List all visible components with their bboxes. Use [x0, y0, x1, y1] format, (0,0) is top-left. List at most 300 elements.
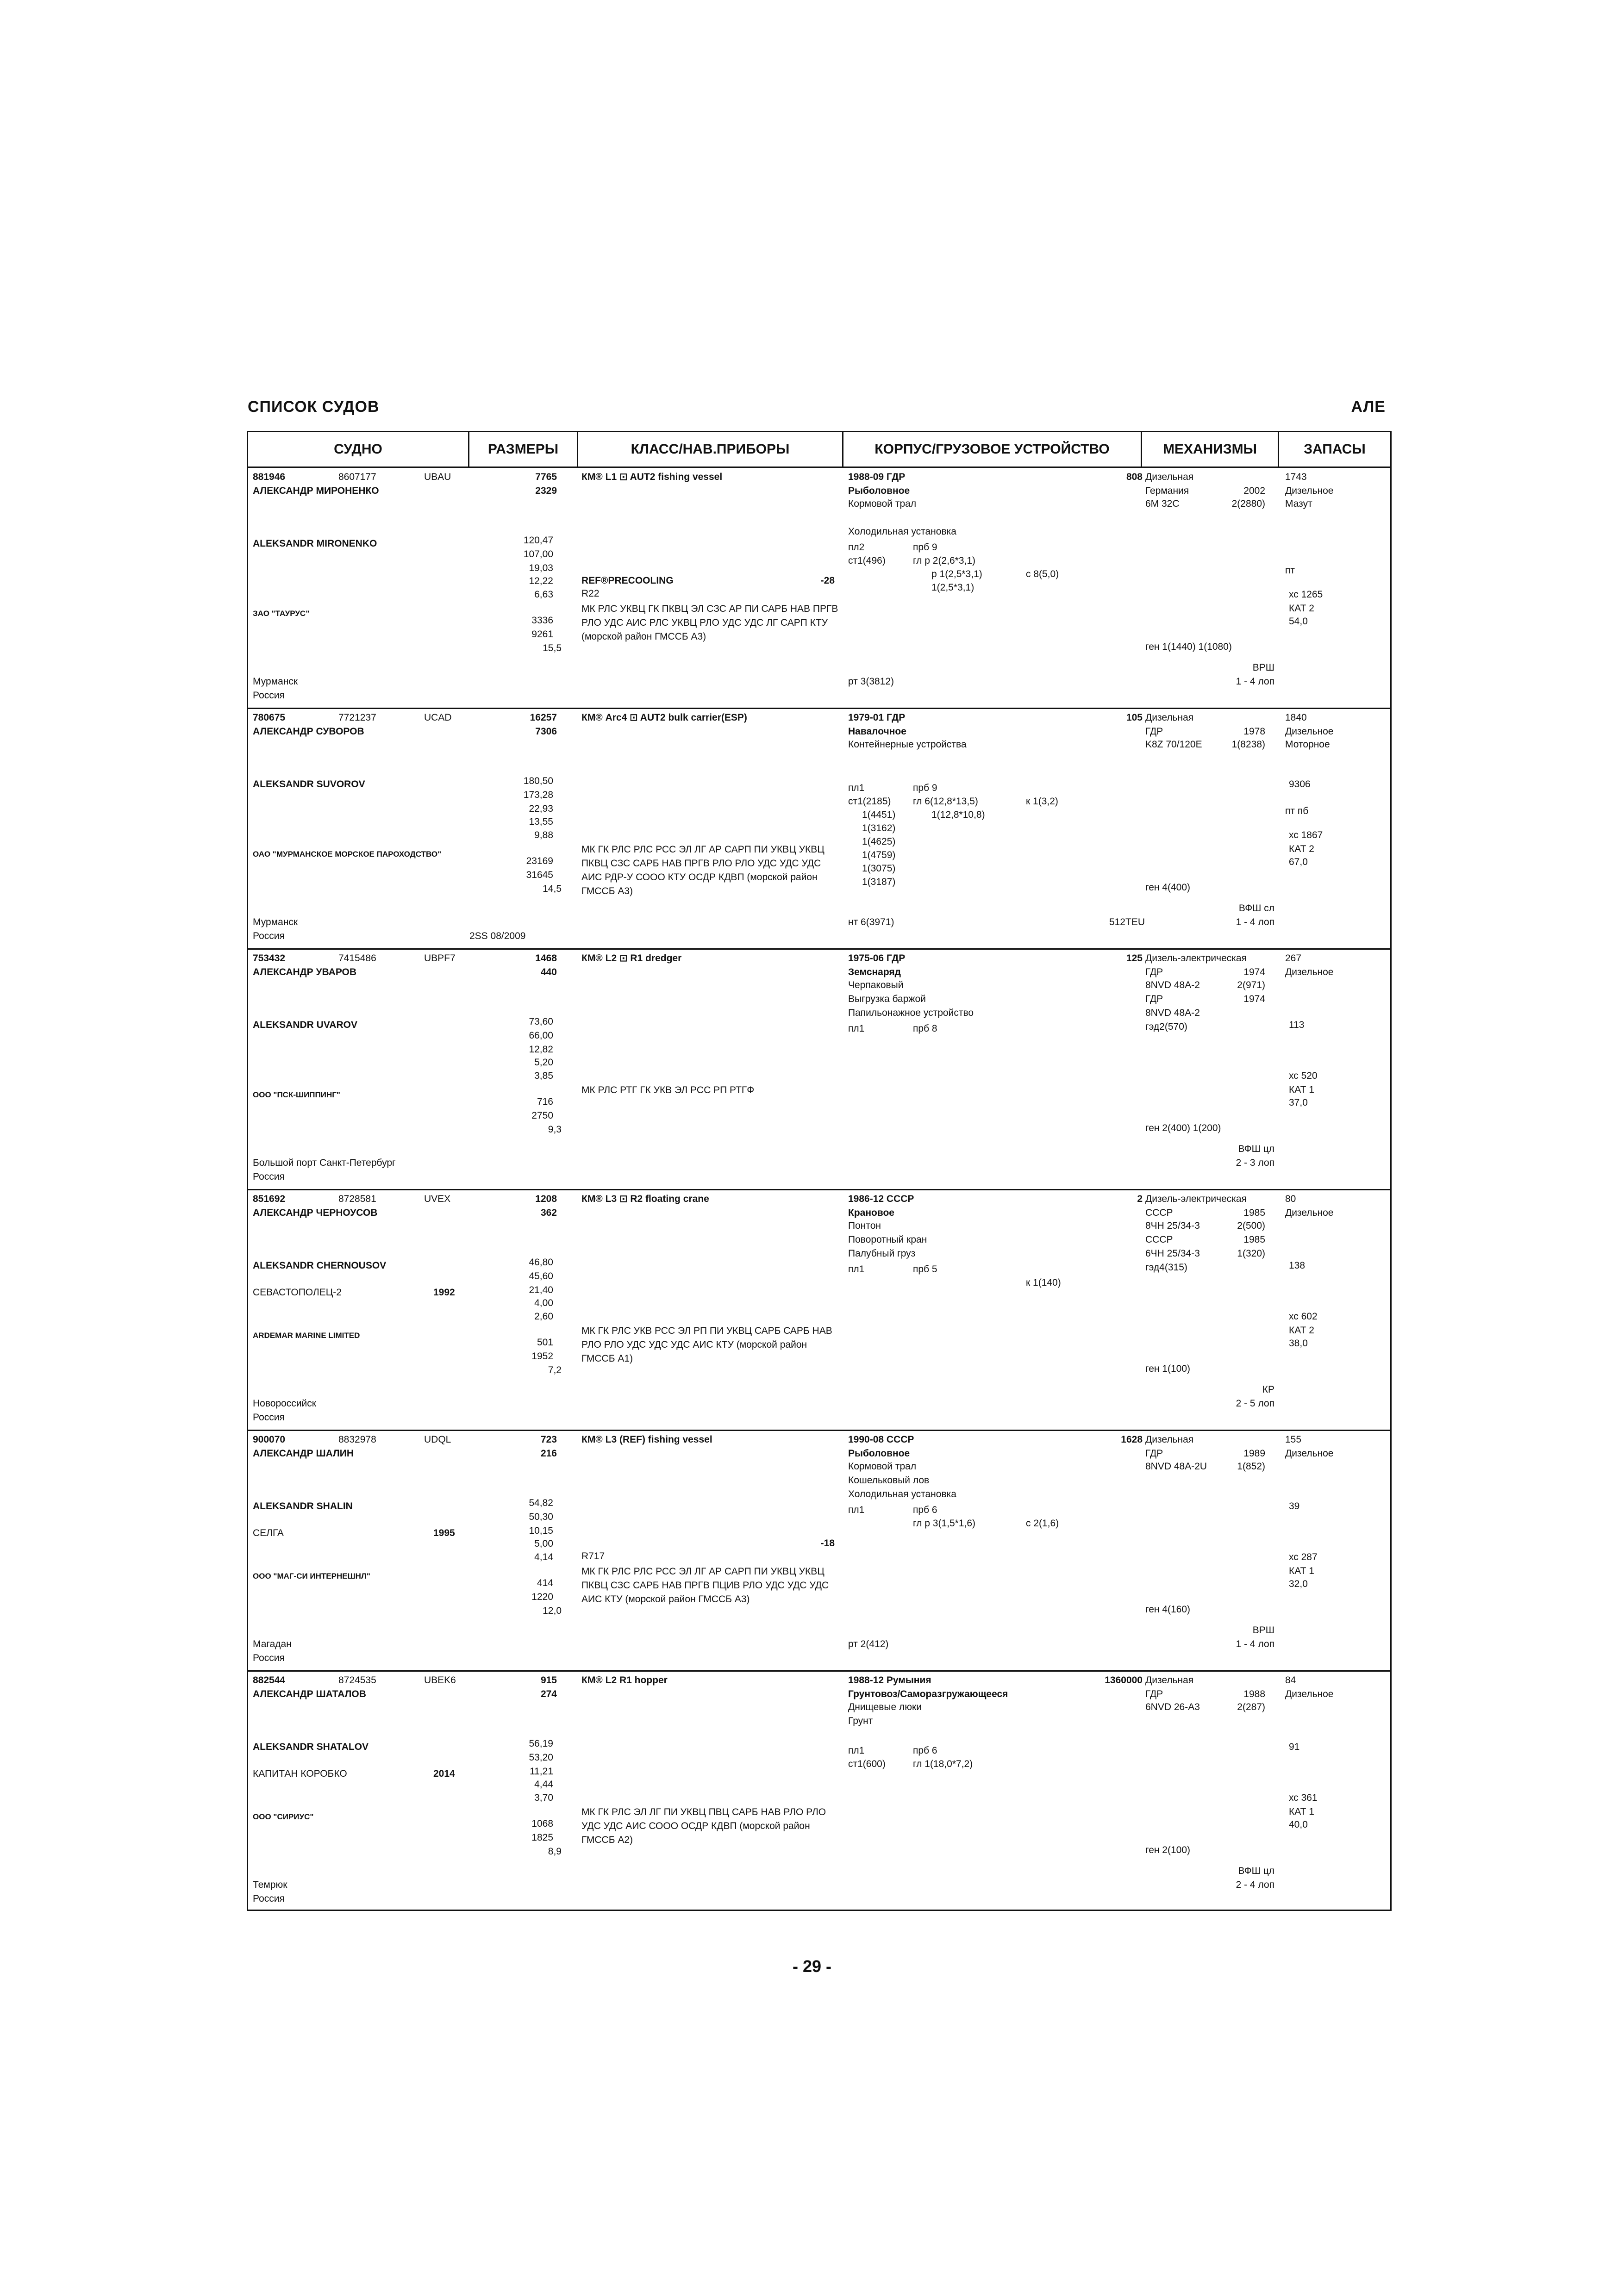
dimension-value: 4,44	[534, 1779, 553, 1790]
speed: 54,0	[1289, 616, 1308, 627]
country: Россия	[253, 1653, 285, 1663]
hull-capacity: 808	[1126, 472, 1143, 482]
speed: 38,0	[1289, 1338, 1308, 1349]
dimension-value: 2750	[531, 1110, 553, 1121]
hull-capacity: 2	[1137, 1194, 1143, 1204]
hull-bottom: рт 2(412)	[848, 1639, 889, 1649]
owner: ОАО "МУРМАНСКОЕ МОРСКОЕ ПАРОХОДСТВО"	[253, 850, 442, 859]
ship-name-ru: АЛЕКСАНДР ШАТАЛОВ	[253, 1689, 366, 1699]
hatch-spec: 1(12,8*10,8)	[931, 809, 985, 820]
ship-entry	[248, 1190, 1390, 1431]
hold-spec: пл1	[848, 1505, 865, 1515]
propeller: ВФШ сл	[1238, 903, 1274, 914]
engine-power: 2(500)	[1237, 1220, 1265, 1231]
nav-equipment: МК ГК РЛС УКВ РСС ЭЛ РП ПИ УКВЦ САРБ САРБ НАВ РЛО РЛО УДС УДС УДС АИС КТУ (морской район ГМССБ А1)	[581, 1325, 832, 1364]
ship-name-ru: АЛЕКСАНДР ШАЛИН	[253, 1448, 354, 1459]
crane-spec: к 1(140)	[1026, 1277, 1061, 1288]
gross-tonnage: 723	[540, 1434, 557, 1445]
country: Россия	[253, 931, 285, 941]
dimension-value: 9,3	[548, 1124, 562, 1135]
col-header-supplies: ЗАПАСЫ	[1304, 442, 1366, 457]
hull-feature: Холодильная установка	[848, 1489, 956, 1500]
dimension-value: 1068	[531, 1818, 553, 1829]
engine-type: Дизель-электрическая	[1145, 953, 1247, 964]
country: Россия	[253, 1893, 285, 1904]
propeller: ВРШ	[1252, 662, 1274, 673]
country: Россия	[253, 690, 285, 701]
page-title: СПИСОК СУДОВ	[248, 398, 380, 416]
home-port: Магадан	[253, 1639, 292, 1649]
engine-year: 1989	[1243, 1448, 1265, 1459]
engine-year: 1985	[1243, 1207, 1265, 1218]
dimension-value: 716	[537, 1096, 553, 1107]
engine-extra: ГДР	[1145, 994, 1163, 1004]
ship-name-lat: ALEKSANDR SUVOROV	[253, 779, 365, 790]
hatch-spec: гл р 3(1,5*1,6)	[913, 1518, 976, 1529]
category: КАТ 1	[1289, 1566, 1314, 1576]
class-notation: КМ® Arc4 ⊡ AUT2 bulk carrier(ESP)	[581, 712, 747, 723]
build-year-country: 1975-06 ГДР	[848, 953, 906, 964]
owner: ООО "ПСК-ШИППИНГ"	[253, 1090, 340, 1099]
engine-type: Дизельная	[1145, 712, 1194, 723]
call-sign: UBAU	[424, 472, 451, 482]
gross-tonnage: 1208	[535, 1194, 557, 1204]
dimension-value: 54,82	[529, 1498, 553, 1508]
fuel-type: Дизельное	[1285, 726, 1334, 737]
owner: ООО "СИРИУС"	[253, 1812, 314, 1821]
engine-country: ГДР	[1145, 726, 1163, 737]
teu-capacity: 512TEU	[1109, 917, 1145, 927]
supply-extra: 39	[1289, 1501, 1300, 1512]
net-tonnage: 274	[540, 1689, 557, 1699]
refrigerant: R717	[581, 1551, 605, 1562]
hold-spec: 1(4625)	[862, 836, 896, 847]
nav-equipment: МК ГК РЛС ЭЛ ЛГ ПИ УКВЦ ПВЦ САРБ НАВ РЛО РЛО УДС УДС АИС СООО ОСДР КДВП (морской район ГМССБ А2)	[581, 1807, 826, 1845]
blades: 1 - 4 лоп	[1236, 676, 1274, 687]
hull-feature: Папильонажное устройство	[848, 1008, 974, 1018]
hold-spec: пл1	[848, 1264, 865, 1275]
gross-tonnage: 16257	[530, 712, 557, 723]
ship-entry	[248, 1671, 1390, 1912]
engine-extra-value: 1(320)	[1237, 1248, 1265, 1259]
col-header-hull: КОРПУС/ГРУЗОВОЕ УСТРОЙСТВО	[874, 442, 1110, 457]
ship-entry	[248, 1431, 1390, 1671]
former-name: СЕЛГА	[253, 1528, 284, 1538]
engine-country: ГДР	[1145, 1689, 1163, 1699]
hold-spec: ст1(600)	[848, 1759, 886, 1769]
dimension-value: 3,85	[534, 1070, 553, 1081]
holds-volume: хс 520	[1289, 1070, 1318, 1081]
engine-year: 2002	[1243, 485, 1265, 496]
ship-name-ru: АЛЕКСАНДР ЧЕРНОУСОВ	[253, 1207, 378, 1218]
dimension-value: 50,30	[529, 1512, 553, 1522]
call-sign: UVEX	[424, 1194, 451, 1204]
generators: ген 4(400)	[1145, 882, 1191, 893]
reg-number: 881946	[253, 472, 286, 482]
blades: 1 - 4 лоп	[1236, 917, 1274, 927]
engine-extra: гэд2(570)	[1145, 1021, 1187, 1032]
imo-number: 8724535	[338, 1675, 376, 1686]
propeller: ВРШ	[1252, 1625, 1274, 1636]
call-sign: UDQL	[424, 1434, 451, 1445]
engine-model: 6М 32С	[1145, 498, 1180, 509]
ship-entry	[248, 468, 1390, 709]
fuel-capacity: 267	[1285, 953, 1302, 964]
hull-feature: Кормовой трал	[848, 1461, 917, 1472]
engine-power: 2(287)	[1237, 1702, 1265, 1712]
hull-feature: Поворотный кран	[848, 1234, 927, 1245]
dimension-value: 180,50	[523, 776, 553, 786]
dimension-value: 14,5	[543, 884, 562, 894]
hold-spec: 1(3075)	[862, 863, 896, 874]
fuel-type: Дизельное	[1285, 1207, 1334, 1218]
home-port: Темрюк	[253, 1879, 287, 1890]
fuel-type: Дизельное	[1285, 1689, 1334, 1699]
engine-year: 1974	[1243, 967, 1265, 977]
crane-spec: к 1(3,2)	[1026, 796, 1058, 807]
engine-type: Дизель-электрическая	[1145, 1194, 1247, 1204]
refrigeration-temp: -18	[820, 1538, 835, 1549]
nav-equipment: МК ГК РЛС РЛС РСС ЭЛ ЛГ АР САРП ПИ УКВЦ УКВЦ ПКВЦ СЗС САРБ НАВ ПРГВ РЛО РЛО УДС УДС УДС АИС РДР-У СООО КТУ ОСДР КДВП (морской район ГМССБ А3)	[581, 844, 824, 896]
net-tonnage: 216	[540, 1448, 557, 1459]
engine-country: ГДР	[1145, 1448, 1163, 1459]
engine-model: K8Z 70/120E	[1145, 739, 1202, 750]
home-port: Мурманск	[253, 676, 298, 687]
dimension-value: 21,40	[529, 1285, 553, 1295]
dimension-value: 11,21	[530, 1766, 553, 1777]
dimension-value: 3336	[531, 615, 553, 626]
dimension-value: 3,70	[534, 1792, 553, 1803]
owner: ООО "МАГ-СИ ИНТЕРНЕШНЛ"	[253, 1572, 370, 1580]
engine-model: 8ЧН 25/34-3	[1145, 1220, 1200, 1231]
category: КАТ 2	[1289, 844, 1314, 854]
dimension-value: 173,28	[523, 790, 553, 800]
imo-number: 8832978	[338, 1434, 376, 1445]
build-year-country: 1988-09 ГДР	[848, 472, 906, 482]
former-name-year: 1995	[433, 1528, 455, 1538]
speed: 37,0	[1289, 1097, 1308, 1108]
dimension-value: 8,9	[548, 1846, 562, 1857]
category: КАТ 1	[1289, 1084, 1314, 1095]
ship-type: Крановое	[848, 1207, 894, 1218]
former-name: КАПИТАН КОРОБКО	[253, 1768, 347, 1779]
ship-type: Навалочное	[848, 726, 906, 737]
engine-year: 1978	[1243, 726, 1265, 737]
section-letters: АЛЕ	[1351, 398, 1386, 416]
blades: 1 - 4 лоп	[1236, 1639, 1274, 1649]
ship-name-lat: ALEKSANDR CHERNOUSOV	[253, 1260, 387, 1271]
hatch-spec: прб 9	[913, 783, 937, 793]
country: Россия	[253, 1412, 285, 1423]
ship-name-ru: АЛЕКСАНДР МИРОНЕНКО	[253, 485, 379, 496]
dimension-value: 414	[537, 1578, 553, 1588]
hold-spec: пл1	[848, 1023, 865, 1034]
home-port: Большой порт Санкт-Петербург	[253, 1157, 396, 1168]
hull-feature: Палубный груз	[848, 1248, 916, 1259]
former-name-year: 2014	[433, 1768, 455, 1779]
dimension-value: 501	[537, 1337, 553, 1348]
col-header-ship: СУДНО	[334, 442, 382, 457]
build-year-country: 1979-01 ГДР	[848, 712, 906, 723]
register-book: 2SS 08/2009	[469, 931, 526, 941]
dimension-value: 5,00	[534, 1538, 553, 1549]
fuel-type-2: Моторное	[1285, 739, 1330, 750]
ship-name-lat: ALEKSANDR SHALIN	[253, 1501, 353, 1512]
refrigerant: R22	[581, 588, 600, 599]
engine-extra-value: 1974	[1243, 994, 1265, 1004]
engine-country: СССР	[1145, 1207, 1173, 1218]
ship-name-lat: ALEKSANDR SHATALOV	[253, 1742, 369, 1752]
owner: ARDEMAR MARINE LIMITED	[253, 1331, 360, 1340]
engine-country: Германия	[1145, 485, 1189, 496]
build-year-country: 1986-12 СССР	[848, 1194, 914, 1204]
reg-number: 851692	[253, 1194, 286, 1204]
hull-feature: Кошельковый лов	[848, 1475, 930, 1486]
engine-extra-value: 1985	[1243, 1234, 1265, 1245]
fuel-capacity: 84	[1285, 1675, 1296, 1686]
hull-capacity: 125	[1126, 953, 1143, 964]
holds-volume: хс 602	[1289, 1311, 1318, 1322]
reg-number: 900070	[253, 1434, 286, 1445]
ship-entry	[248, 709, 1390, 949]
engine-extra: гэд4(315)	[1145, 1262, 1187, 1273]
fuel-type: Дизельное	[1285, 1448, 1334, 1459]
hold-spec: пл2	[848, 542, 865, 553]
ship-name-lat: ALEKSANDR MIRONENKO	[253, 538, 377, 549]
hull-feature: Холодильная установка	[848, 526, 956, 537]
net-tonnage: 2329	[535, 485, 557, 496]
holds-volume: хс 1265	[1289, 589, 1323, 600]
class-notation: КМ® L1 ⊡ AUT2 fishing vessel	[581, 472, 723, 482]
hatch-spec: прб 9	[913, 542, 937, 553]
ship-entry	[248, 949, 1390, 1190]
blades: 2 - 3 лоп	[1236, 1157, 1274, 1168]
hatch-spec: прб 8	[913, 1023, 937, 1034]
generators: ген 4(160)	[1145, 1604, 1191, 1615]
engine-power: 2(2880)	[1231, 498, 1265, 509]
holds-volume: хс 361	[1289, 1792, 1318, 1803]
hold-spec: 1(3187)	[862, 877, 896, 887]
owner: ЗАО "ТАУРУС"	[253, 609, 310, 618]
former-name-year: 1992	[433, 1287, 455, 1298]
engine-country: ГДР	[1145, 967, 1163, 977]
nav-equipment: МК РЛС УКВЦ ГК ПКВЦ ЭЛ СЗС АР ПИ САРБ НАВ ПРГВ РЛО УДС АИС РЛС УКВЦ РЛО УДС УДС ЛГ САРП КТУ (морской район ГМССБ А3)	[581, 604, 838, 642]
dimension-value: 107,00	[523, 549, 553, 560]
dimension-value: 4,00	[534, 1298, 553, 1308]
fuel-capacity: 80	[1285, 1194, 1296, 1204]
supply-extra: 91	[1289, 1742, 1300, 1752]
fuel-type: Дизельное	[1285, 485, 1334, 496]
dimension-value: 66,00	[529, 1030, 553, 1041]
dimension-value: 1825	[531, 1832, 553, 1843]
dimension-value: 10,15	[529, 1525, 553, 1536]
generators: ген 2(100)	[1145, 1845, 1191, 1855]
dimension-value: 6,63	[534, 589, 553, 600]
crane-spec: с 8(5,0)	[1026, 569, 1059, 579]
engine-model: 6NVD 26-A3	[1145, 1702, 1200, 1712]
call-sign: UCAD	[424, 712, 452, 723]
reg-number: 882544	[253, 1675, 286, 1686]
ship-register-table	[247, 431, 1392, 1911]
gross-tonnage: 7765	[535, 472, 557, 482]
hold-spec: 1(3162)	[862, 823, 896, 834]
engine-type: Дизельная	[1145, 1675, 1194, 1686]
dimension-value: 12,82	[529, 1044, 553, 1055]
imo-number: 8728581	[338, 1194, 376, 1204]
dimension-value: 15,5	[543, 643, 562, 653]
hatch-spec: гл 6(12,8*13,5)	[913, 796, 978, 807]
ship-type: Земснаряд	[848, 967, 901, 977]
country: Россия	[253, 1171, 285, 1182]
category: КАТ 2	[1289, 1325, 1314, 1336]
ship-name-lat: ALEKSANDR UVAROV	[253, 1020, 357, 1030]
hull-bottom: нт 6(3971)	[848, 917, 894, 927]
holds-volume: хс 1867	[1289, 830, 1323, 840]
build-year-country: 1990-08 СССР	[848, 1434, 914, 1445]
class-notation: КМ® L3 (REF) fishing vessel	[581, 1434, 712, 1445]
supply-extra: 9306	[1289, 779, 1311, 790]
dimension-value: 5,20	[534, 1057, 553, 1068]
dimension-value: 9,88	[534, 830, 553, 840]
blades: 2 - 5 лоп	[1236, 1398, 1274, 1409]
category: КАТ 2	[1289, 603, 1314, 614]
dimension-value: 12,22	[529, 576, 553, 586]
supply-pt: пт пб	[1285, 806, 1309, 816]
page-number: - 29 -	[792, 1957, 832, 1976]
hull-capacity: 105	[1126, 712, 1143, 723]
engine-power: 2(971)	[1237, 980, 1265, 990]
dimension-value: 7,2	[548, 1365, 562, 1375]
dimension-value: 13,55	[529, 816, 553, 827]
hatch-spec: гл р 2(2,6*3,1)	[913, 555, 976, 566]
ship-name-ru: АЛЕКСАНДР СУВОРОВ	[253, 726, 364, 737]
call-sign: UBPF7	[424, 953, 456, 964]
dimension-value: 1952	[531, 1351, 553, 1362]
hull-capacity: 1628	[1121, 1434, 1143, 1445]
ship-type: Грунтовоз/Саморазгружающееся	[848, 1689, 1008, 1699]
speed: 67,0	[1289, 857, 1308, 867]
hull-feature: Кормовой трал	[848, 498, 917, 509]
hull-feature: Грунт	[848, 1716, 873, 1726]
gross-tonnage: 915	[540, 1675, 557, 1686]
refrigeration-class: REF®PRECOOLING	[581, 575, 674, 586]
engine-extra: СССР	[1145, 1234, 1173, 1245]
propeller: ВФШ цл	[1238, 1144, 1274, 1154]
fuel-capacity: 155	[1285, 1434, 1302, 1445]
class-notation: КМ® L3 ⊡ R2 floating crane	[581, 1194, 709, 1204]
propeller: КР	[1262, 1384, 1274, 1395]
dimension-value: 73,60	[529, 1016, 553, 1027]
dimension-value: 31645	[526, 870, 553, 880]
gross-tonnage: 1468	[535, 953, 557, 964]
net-tonnage: 440	[540, 967, 557, 977]
engine-type: Дизельная	[1145, 472, 1194, 482]
dimension-value: 19,03	[529, 563, 553, 573]
fuel-capacity: 1840	[1285, 712, 1307, 723]
col-header-class: КЛАСС/НАВ.ПРИБОРЫ	[631, 442, 790, 457]
dimension-value: 53,20	[529, 1752, 553, 1763]
dimension-value: 46,80	[529, 1257, 553, 1268]
hull-feature: Днищевые люки	[848, 1702, 922, 1712]
dimension-value: 12,0	[543, 1605, 562, 1616]
engine-year: 1988	[1243, 1689, 1265, 1699]
dimension-value: 56,19	[529, 1738, 553, 1749]
hatch-spec: р 1(2,5*3,1)	[931, 569, 982, 579]
dimension-value: 9261	[531, 629, 553, 640]
hatch-spec: 1(2,5*3,1)	[931, 582, 974, 593]
generators: ген 2(400) 1(200)	[1145, 1123, 1221, 1133]
hold-spec: пл1	[848, 783, 865, 793]
supply-extra: 138	[1289, 1260, 1305, 1271]
generators: ген 1(100)	[1145, 1363, 1191, 1374]
hull-feature: Черпаковый	[848, 980, 904, 990]
engine-type: Дизельная	[1145, 1434, 1194, 1445]
net-tonnage: 362	[540, 1207, 557, 1218]
generators: ген 1(1440) 1(1080)	[1145, 641, 1232, 652]
net-tonnage: 7306	[535, 726, 557, 737]
crane-spec: с 2(1,6)	[1026, 1518, 1059, 1529]
hold-spec: ст1(496)	[848, 555, 886, 566]
blades: 2 - 4 лоп	[1236, 1879, 1274, 1890]
home-port: Новороссийск	[253, 1398, 316, 1409]
hull-feature: Контейнерные устройства	[848, 739, 967, 750]
hold-spec: 1(4451)	[862, 809, 896, 820]
col-header-machinery: МЕХАНИЗМЫ	[1162, 442, 1257, 457]
engine-extra: 6ЧН 25/34-3	[1145, 1248, 1200, 1259]
imo-number: 7721237	[338, 712, 376, 723]
engine-model: 8NVD 48A-2	[1145, 980, 1200, 990]
hull-bottom: рт 3(3812)	[848, 676, 894, 687]
hold-spec: 1(4759)	[862, 850, 896, 860]
hull-feature: Выгрузка баржой	[848, 994, 926, 1004]
dimension-value: 2,60	[534, 1311, 553, 1322]
dimension-value: 23169	[526, 856, 553, 866]
engine-power: 1(852)	[1237, 1461, 1265, 1472]
engine-extra: 8NVD 48A-2	[1145, 1008, 1200, 1018]
call-sign: UBEK6	[424, 1675, 456, 1686]
engine-power: 1(8238)	[1231, 739, 1265, 750]
engine-model: 8NVD 48A-2U	[1145, 1461, 1207, 1472]
nav-equipment: МК РЛС РТГ ГК УКВ ЭЛ РСС РП РТГФ	[581, 1085, 755, 1095]
hatch-spec: прб 5	[913, 1264, 937, 1275]
hatch-spec: прб 6	[913, 1505, 937, 1515]
propeller: ВФШ цл	[1238, 1866, 1274, 1876]
supply-pt: пт	[1285, 565, 1295, 576]
dimension-value: 22,93	[529, 803, 553, 814]
hull-feature: Понтон	[848, 1220, 881, 1231]
ship-name-ru: АЛЕКСАНДР УВАРОВ	[253, 967, 357, 977]
hull-capacity: 1360000	[1105, 1675, 1143, 1686]
ship-type: Рыболовное	[848, 485, 910, 496]
holds-volume: хс 287	[1289, 1552, 1318, 1562]
hold-spec: ст1(2185)	[848, 796, 891, 807]
refrigeration-temp: -28	[820, 575, 835, 586]
dimension-value: 1220	[531, 1592, 553, 1602]
nav-equipment: МК ГК РЛС РЛС РСС ЭЛ ЛГ АР САРП ПИ УКВЦ УКВЦ ПКВЦ СЗС САРБ НАВ ПРГВ ПЦИВ РЛО УДС УДС УДС АИС КТУ (морской район ГМССБ А3)	[581, 1566, 829, 1605]
dimension-value: 120,47	[523, 535, 553, 546]
speed: 32,0	[1289, 1579, 1308, 1589]
home-port: Мурманск	[253, 917, 298, 927]
category: КАТ 1	[1289, 1806, 1314, 1817]
class-notation: КМ® L2 ⊡ R1 dredger	[581, 953, 682, 964]
speed: 40,0	[1289, 1819, 1308, 1830]
reg-number: 753432	[253, 953, 286, 964]
hatch-spec: гл 1(18,0*7,2)	[913, 1759, 973, 1769]
dimension-value: 4,14	[534, 1552, 553, 1562]
hold-spec: пл1	[848, 1745, 865, 1756]
ship-type: Рыболовное	[848, 1448, 910, 1459]
fuel-type-2: Мазут	[1285, 498, 1312, 509]
